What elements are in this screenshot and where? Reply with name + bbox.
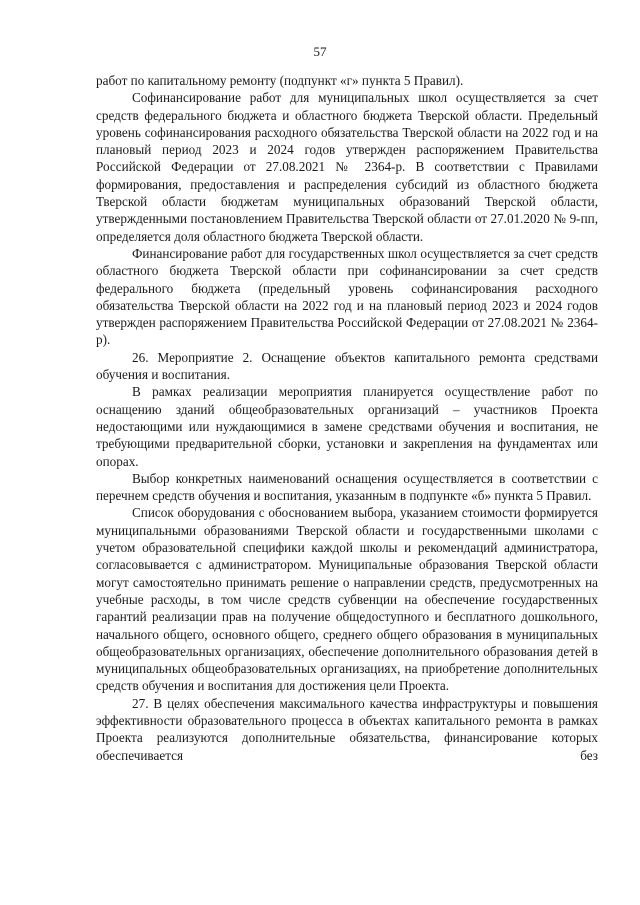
paragraph-cofinancing-municipal: Софинансирование работ для муниципальных школ осуществляется за счет средств федерального бюджета и областного бюджета Тверской области. Предельный уровень софинансирования расходного обязательства Тверской области на 2022 год и на плановый период 2023 и 2024 годов утвержден распоряжением Правительства Российской Федерации от 27.08.2021 № 2364-р. В соответствии с Правилами формирования, предоставления и распределения субсидий из областного бюджета Тверской области бюджетам муниципальных образований Тверской области, утвержденными постановлением Правительства Тверской области от 27.01.2020 № 9-пп, определяется доля областного бюджета Тверской области. [96, 90, 598, 244]
paragraph-equipment-works: В рамках реализации мероприятия планируется осуществление работ по оснащению зданий общеобразовательных организаций – участников Проекта недостающими или нуждающимися в замене средствами обучения и воспитания, не требующими предварительной сборки, установки и закрепления на фундаментах или опорах. [96, 384, 598, 469]
paragraph-financing-state-schools: Финансирование работ для государственных школ осуществляется за счет средств областного бюджета Тверской области при софинансировании за счет средств федерального бюджета (предельный уровень софинансирования расходного обязательства Тверской области на 2022 год и на плановый период 2023 и 2024 годов утвержден распоряжением Правительства Российской Федерации от 27.08.2021 № 2364-р). [96, 245, 598, 348]
paragraph-equipment-list: Список оборудования с обоснованием выбора, указанием стоимости формируется муниципальными образованиями Тверской области и государственными школами с учетом образовательной специфики каждой школы и рекомендаций администратора, согласовывается с администратором. Муниципальные образования Тверской области могут самостоятельно принимать решение о направлении средств, предусмотренных на учебные расходы, в том числе средств субвенции на обеспечение государственных гарантий реализации прав на получение общедоступного и бесплатного дошкольного, начального общего, основного общего, среднего общего образования в муниципальных общеобразовательных организациях, обеспечение дополнительного образования детей в муниципальных общеобразовательных организациях, на приобретение дополнительных средств обучения и воспитания для достижения цели Проекта. [96, 505, 598, 694]
paragraph-equipment-selection: Выбор конкретных наименований оснащения осуществляется в соответствии с перечнем средств обучения и воспитания, указанным в подпункте «б» пункта 5 Правил. [96, 470, 598, 504]
paragraph-continuation: работ по капитальному ремонту (подпункт «г» пункта 5 Правил). [96, 73, 464, 88]
paragraph-item-26: 26. Мероприятие 2. Оснащение объектов капитального ремонта средствами обучения и воспитания. [96, 349, 598, 383]
document-body [96, 72, 598, 764]
paragraph-item-27: 27. В целях обеспечения максимального качества инфраструктуры и повышения эффективности образовательного процесса в объектах капитального ремонта в рамках Проекта реализуются дополнительные обязательства, финансирование которых обеспечивается без [96, 695, 598, 763]
page-number: 57 [313, 44, 327, 59]
